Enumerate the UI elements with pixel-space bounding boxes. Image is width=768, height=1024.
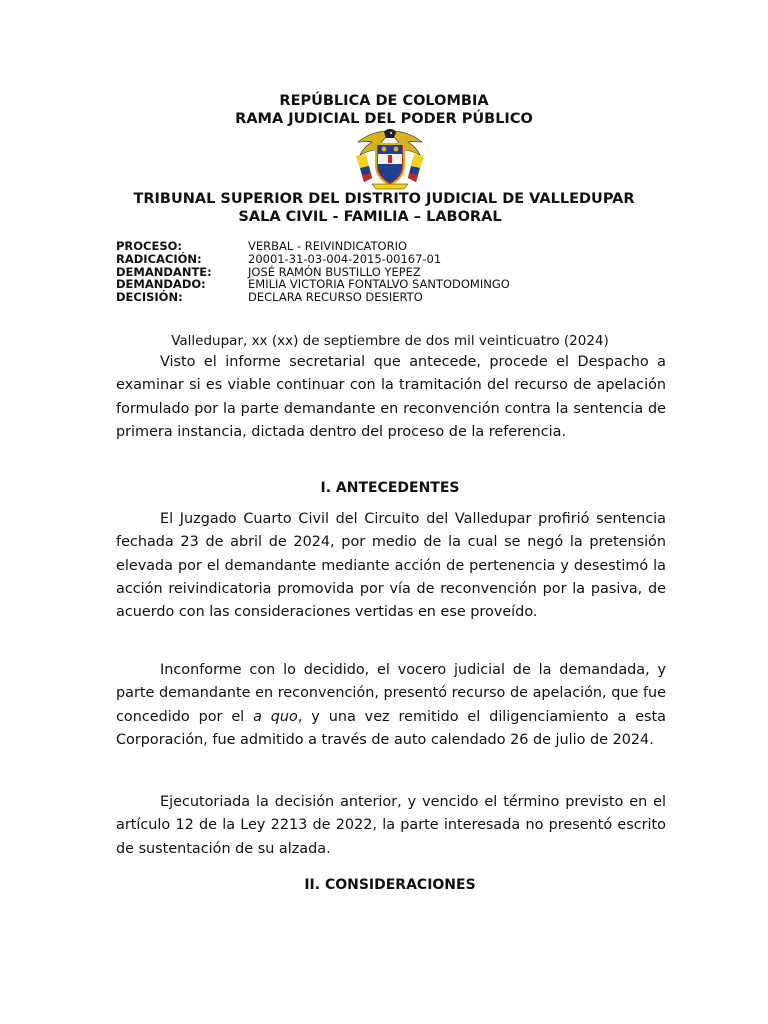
- paragraph-text: Inconforme con lo decidido, el vocero judicial de la demandada, y parte demandante en reconvención, presentó recurso de apelación, que fue concedido por el: [116, 662, 666, 725]
- case-info-label: RADICACIÓN:: [116, 251, 202, 266]
- case-info-value: JOSÉ RAMÓN BUSTILLO YEPEZ: [248, 264, 421, 279]
- antecedentes-paragraph-3: Ejecutoriada la decisión anterior, y vencido el término previsto en el artículo 12 de la Ley 2213 de 2022, la parte interesada no presentó escrito de sustentación de su alzada.: [116, 794, 666, 857]
- antecedentes-paragraph-2: [116, 659, 666, 752]
- sala-title: SALA CIVIL - FAMILIA – LABORAL: [238, 209, 502, 225]
- tribunal-title: TRIBUNAL SUPERIOR DEL DISTRITO JUDICIAL DE VALLEDUPAR: [133, 191, 635, 207]
- section-title-consideraciones: II. CONSIDERACIONES: [304, 877, 476, 893]
- antecedentes-paragraph-1: El Juzgado Cuarto Civil del Circuito del Valledupar profirió sentencia fechada 23 de abril de 2024, por medio de la cual se negó la pretensión elevada por el demandante mediante acción de pertenencia y desestimó la acción reivindicatoria promovida por vía de reconvención por la pasiva, de acuerdo con las consideraciones vertidas en ese proveído.: [116, 511, 666, 621]
- case-info-label: DEMANDADO:: [116, 277, 206, 292]
- colombia-coat-of-arms-icon: [350, 128, 430, 190]
- case-info-value: DECLARA RECURSO DESIERTO: [248, 290, 423, 305]
- case-info-label: PROCESO:: [116, 239, 183, 253]
- case-info-value: 20001-31-03-004-2015-00167-01: [248, 251, 442, 266]
- paragraph-text: , y una vez remitido el diligenciamiento a esta Corporación, fue admitido a través de auto calendado 26 de julio de 2024.: [116, 708, 667, 748]
- intro-paragraph: Visto el informe secretarial que antecede, procede el Despacho a examinar si es viable continuar con la tramitación del recurso de apelación formulado por la parte demandante en reconvención contra la sentencia de primera instancia, dictada dentro del proceso de la referencia.: [116, 354, 666, 440]
- case-info-row: [116, 253, 510, 266]
- header-branch: RAMA JUDICIAL DEL PODER PÚBLICO: [235, 111, 533, 127]
- case-info-table: [116, 240, 510, 304]
- section-title-antecedentes: I. ANTECEDENTES: [320, 480, 460, 496]
- case-info-value: VERBAL - REIVINDICATORIO: [248, 239, 408, 253]
- case-info-row: [116, 291, 510, 304]
- header-country: REPÚBLICA DE COLOMBIA: [279, 93, 489, 109]
- case-info-label: DEMANDANTE:: [116, 264, 212, 279]
- latin-term: a quo: [253, 708, 298, 725]
- case-info-row: [116, 240, 510, 253]
- date-line: Valledupar, xx (xx) de septiembre de dos mil veinticuatro (2024): [171, 332, 609, 349]
- case-info-value: EMILIA VICTORIA FONTALVO SANTODOMINGO: [248, 277, 510, 292]
- case-info-label: DECISIÓN:: [116, 290, 183, 305]
